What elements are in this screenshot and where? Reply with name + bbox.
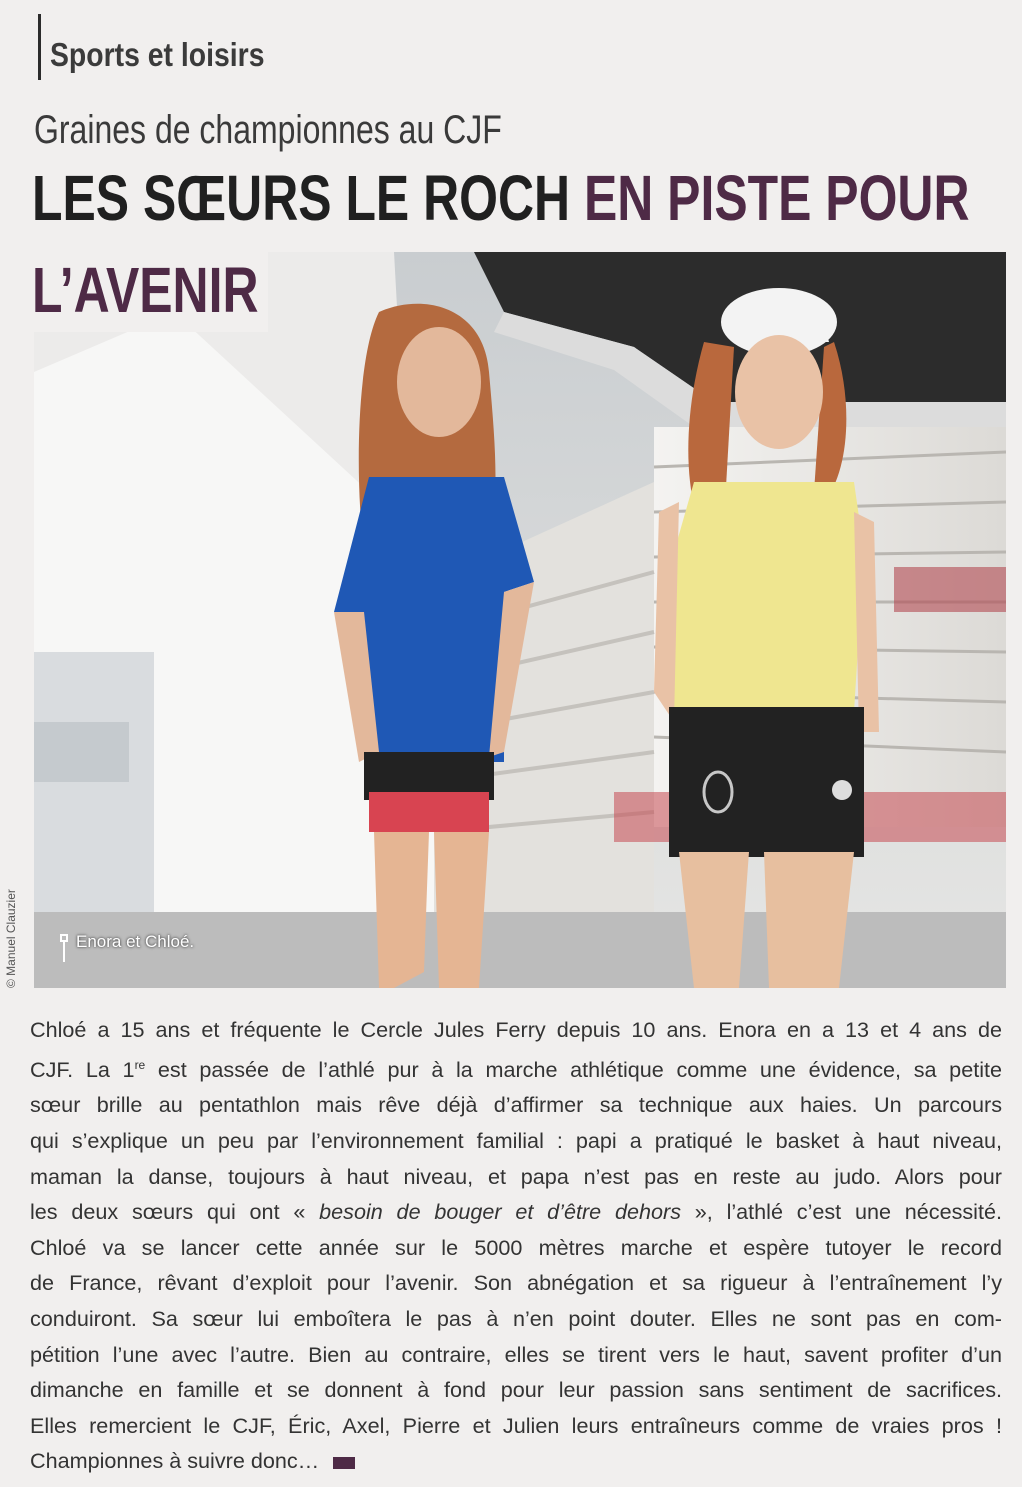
photo-illustration <box>34 252 1006 988</box>
caption-pin-icon <box>60 932 70 962</box>
quoted-phrase: besoin de bouger et d’être dehors <box>319 1199 681 1225</box>
body-line: sœur brille au pentathlon mais rêve déjà d’affirmer sa technique aux haies. Un parcours <box>30 1092 1002 1118</box>
body-text-fragment: », l’athlé c’est une nécessité. <box>681 1199 1002 1225</box>
photo-credit: © Manuel Clauzier <box>4 889 18 988</box>
article-kicker: Graines de championnes au CJF <box>34 108 502 152</box>
photo-caption <box>60 932 194 962</box>
body-line: dimanche en famille et se donnent à fond pour leur passion sans sentiment de sacrifices. <box>30 1377 1002 1403</box>
end-of-article-square-icon <box>333 1457 355 1469</box>
body-line: pétition l’une avec l’autre. Bien au contraire, elles se tirent vers le haut, savent profiter d’un <box>30 1341 1002 1367</box>
body-text-fragment: Championnes à suivre donc… <box>30 1448 320 1474</box>
article-photo <box>34 252 1006 988</box>
body-line <box>30 1048 1002 1088</box>
body-text-fragment: CJF. La 1 <box>30 1056 135 1082</box>
body-line <box>30 1194 1002 1230</box>
headline-accent-part: EN PISTE POUR <box>583 162 970 234</box>
body-line-last <box>30 1443 1002 1479</box>
body-text-fragment: les deux sœurs qui ont « <box>30 1199 320 1225</box>
body-line: maman la danse, toujours à haut niveau, et papa n’est pas en reste au judo. Alors pour <box>30 1163 1002 1189</box>
headline-line-2: L’AVENIR <box>32 254 259 326</box>
body-line: de France, rêvant d’exploit pour l’avenir. Son abnégation et sa rigueur à l’entraînement l’y <box>30 1270 1002 1296</box>
headline-dark-part: LES SŒURS LE ROCH <box>32 162 571 234</box>
article-body <box>30 1012 1002 1479</box>
body-line: Chloé va se lancer cette année sur le 5000 mètres marche et espère tutoyer le record <box>30 1234 1002 1260</box>
body-line: Chloé a 15 ans et fréquente le Cercle Jules Ferry depuis 10 ans. Enora en a 13 et 4 ans de <box>30 1017 1002 1042</box>
headline-line-1 <box>32 162 970 234</box>
body-line: qui s’explique un peu par l’environnement familial : papi a pratiqué le basket à haut niveau, <box>30 1127 1002 1153</box>
body-line: conduiront. Sa sœur lui emboîtera le pas à n’en point douter. Elles ne sont pas en com- <box>30 1305 1002 1331</box>
body-text-fragment: est passée de l’athlé pur à la marche athlétique comme une évidence, sa petite <box>145 1056 1003 1082</box>
section-divider-bar <box>38 14 41 80</box>
caption-text: Enora et Chloé. <box>76 932 195 951</box>
ordinal-superscript: re <box>134 1057 146 1072</box>
body-line: Elles remercient le CJF, Éric, Axel, Pierre et Julien leurs entraîneurs comme de vraies pros ! <box>30 1412 1002 1438</box>
section-label: Sports et loisirs <box>50 36 265 73</box>
